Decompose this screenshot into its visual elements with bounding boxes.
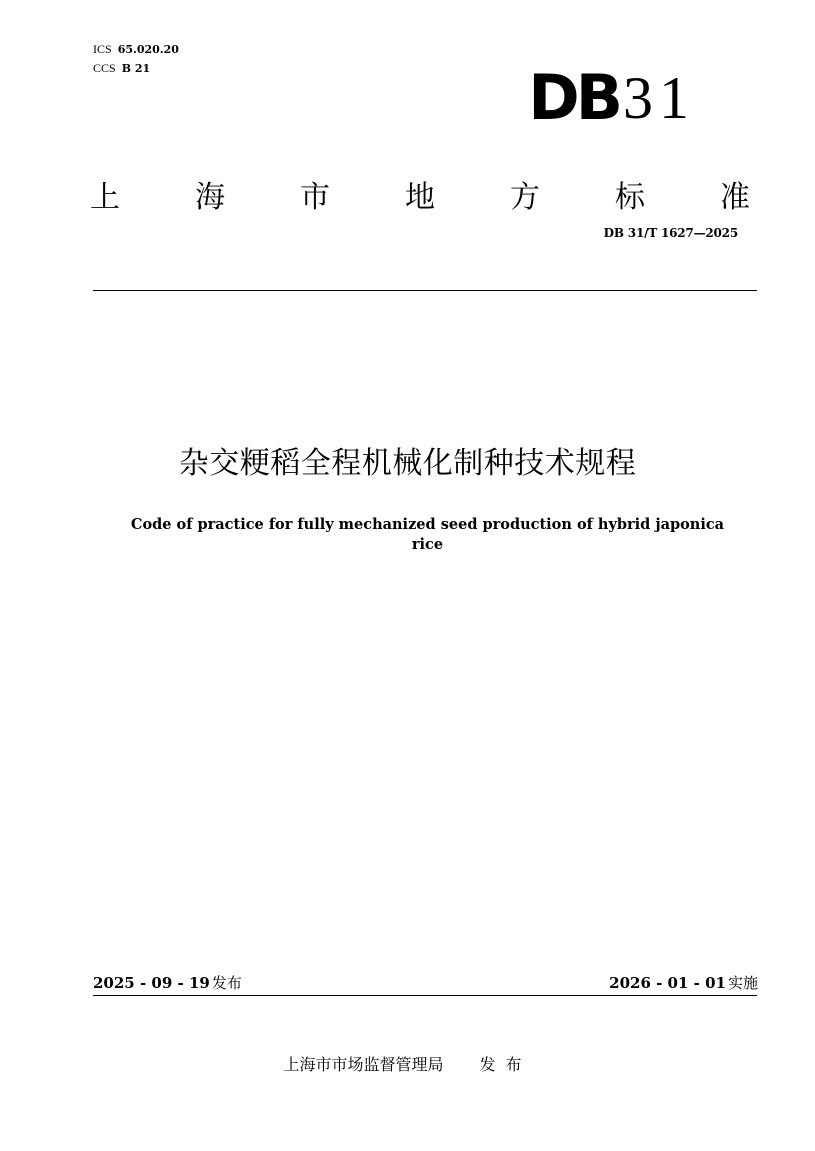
standard-type-char: 准 (720, 180, 750, 215)
ics-label: ICS (93, 42, 112, 56)
ccs-label: CCS (93, 61, 116, 75)
document-title-english: Code of practice for fully mechanized seed production of hybrid japonica rice (130, 516, 725, 553)
issuer-name: 上海市市场监督管理局 (283, 1055, 444, 1074)
standard-type-title (90, 180, 750, 216)
implement-date-value: 2026 - 01 - 01 (609, 974, 726, 992)
db-logo (528, 61, 695, 134)
issuer (0, 1054, 815, 1076)
standard-number: DB 31/T 1627—2025 (603, 226, 738, 240)
standard-type-char: 地 (405, 180, 435, 215)
implement-date (609, 973, 758, 993)
ics-classification (93, 42, 179, 57)
standard-type-char: 海 (195, 180, 225, 215)
ccs-classification (93, 61, 150, 76)
issuer-action: 发布 (479, 1055, 532, 1074)
standard-type-char: 方 (510, 180, 540, 215)
db-logo-number: 31 (623, 65, 695, 131)
standard-type-char: 上 (90, 180, 120, 215)
bottom-divider (93, 995, 757, 996)
top-divider (93, 290, 757, 291)
publish-date-value: 2025 - 09 - 19 (93, 974, 210, 992)
standard-type-char: 标 (615, 180, 645, 215)
publish-date (93, 973, 242, 993)
document-title-chinese: 杂交粳稻全程机械化制种技术规程 (178, 446, 637, 481)
ics-code: 65.020.20 (117, 43, 179, 56)
publish-date-suffix: 发布 (211, 974, 242, 992)
ccs-code: B 21 (121, 62, 151, 75)
standard-type-char: 市 (300, 180, 330, 215)
implement-date-suffix: 实施 (727, 974, 758, 992)
db-logo-letters: DB (528, 61, 619, 134)
